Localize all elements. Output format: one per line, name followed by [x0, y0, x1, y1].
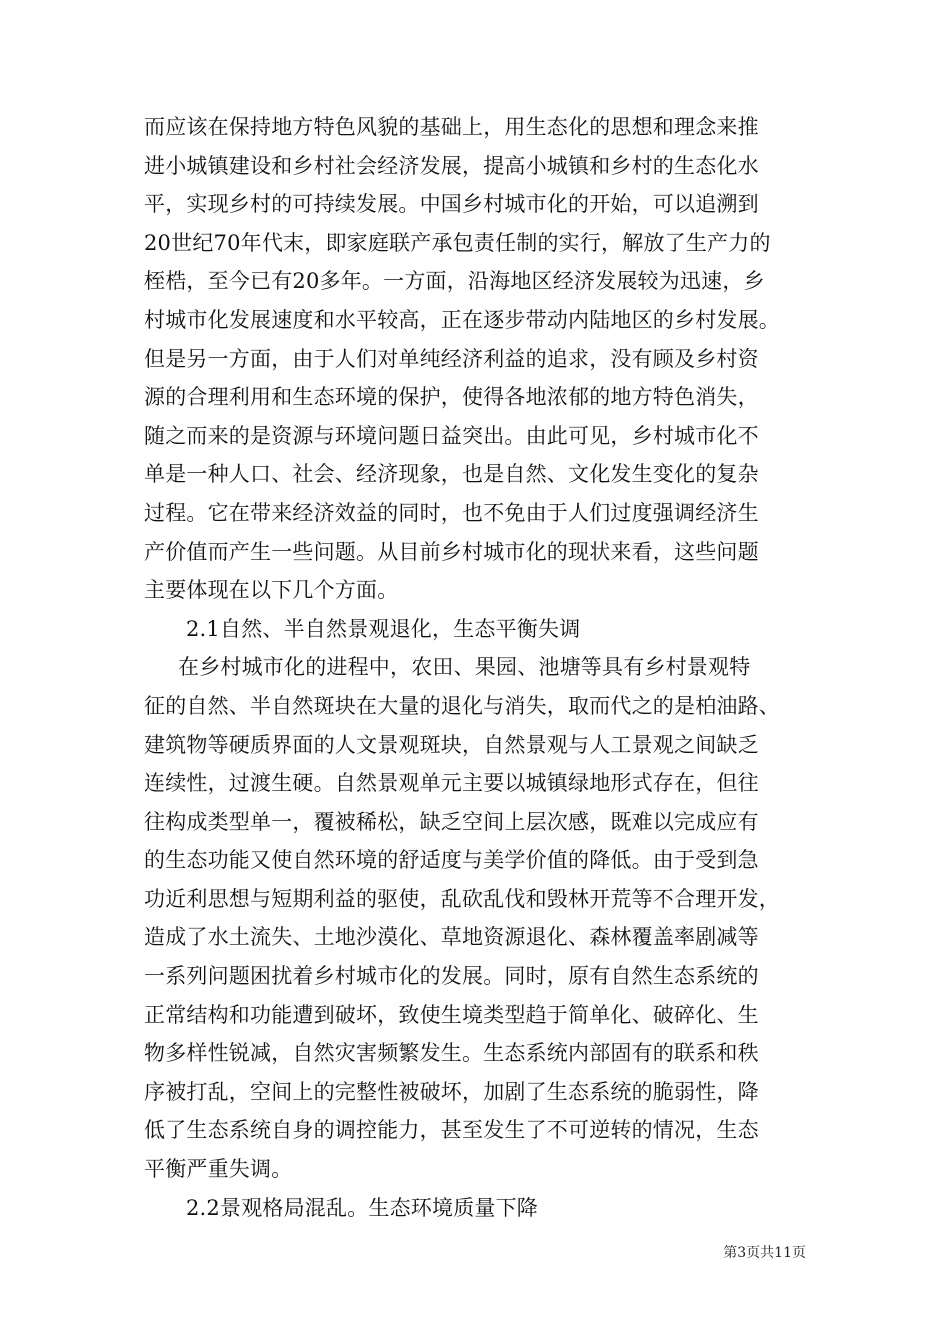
text-line: 但是另一方面，由于人们对单纯经济利益的追求，没有顾及乡村资 — [144, 346, 759, 371]
text-line: 连续性，过渡生硬。自然景观单元主要以城镇绿地形式存在，但往 — [144, 771, 759, 796]
text-line: 一系列问题困扰着乡村城市化的发展。同时，原有自然生态系统的 — [144, 964, 759, 989]
text-line: 在乡村城市化的进程中，农田、果园、池塘等具有乡村景观特 — [178, 655, 751, 680]
text-line: 单是一种人口、社会、经济现象，也是自然、文化发生变化的复杂 — [144, 462, 759, 487]
text-line: 平，实现乡村的可持续发展。中国乡村城市化的开始，可以追溯到 — [144, 192, 759, 217]
text-line: 20世纪70年代末，即家庭联产承包责任制的实行，解放了生产力的 — [144, 230, 771, 255]
text-line: 随之而来的是资源与环境问题日益突出。由此可见，乡村城市化不 — [144, 423, 759, 448]
text-line: 桎梏，至今已有20多年。一方面，沿海地区经济发展较为迅速，乡 — [144, 269, 765, 294]
text-line: 低了生态系统自身的调控能力，甚至发生了不可逆转的情况，生态 — [144, 1118, 759, 1143]
text-line: 源的合理利用和生态环境的保护，使得各地浓郁的地方特色消失， — [144, 385, 759, 410]
section-heading-2-2: 2.2景观格局混乱。生态环境质量下降 — [186, 1195, 538, 1220]
text-line: 的生态功能又使自然环境的舒适度与美学价值的降低。由于受到急 — [144, 848, 759, 873]
text-line: 功近利思想与短期利益的驱使，乱砍乱伐和毁林开荒等不合理开发， — [144, 886, 780, 911]
page-number-footer: 第3页共11页 — [723, 1245, 806, 1261]
text-line: 产价值而产生一些问题。从目前乡村城市化的现状来看，这些问题 — [144, 539, 759, 564]
text-line: 往构成类型单一，覆被稀松，缺乏空间上层次感，既难以完成应有 — [144, 809, 759, 834]
text-line: 征的自然、半自然斑块在大量的退化与消失，取而代之的是柏油路、 — [144, 693, 780, 718]
text-line: 村城市化发展速度和水平较高，正在逐步带动内陆地区的乡村发展。 — [144, 307, 780, 332]
text-line: 正常结构和功能遭到破坏，致使生境类型趋于简单化、破碎化、生 — [144, 1002, 759, 1027]
text-line: 建筑物等硬质界面的人文景观斑块，自然景观与人工景观之间缺乏 — [144, 732, 759, 757]
text-line: 造成了水土流失、土地沙漠化、草地资源退化、森林覆盖率剧减等 — [144, 925, 759, 950]
text-line: 序被打乱，空间上的完整性被破坏，加剧了生态系统的脆弱性，降 — [144, 1079, 759, 1104]
text-line: 过程。它在带来经济效益的同时，也不免由于人们过度强调经济生 — [144, 500, 759, 525]
text-line: 物多样性锐减，自然灾害频繁发生。生态系统内部固有的联系和秩 — [144, 1041, 759, 1066]
text-line: 进小城镇建设和乡村社会经济发展，提高小城镇和乡村的生态化水 — [144, 153, 759, 178]
text-line: 而应该在保持地方特色风貌的基础上，用生态化的思想和理念来推 — [144, 115, 759, 139]
document-body — [144, 108, 844, 1227]
text-line: 平衡严重失调。 — [144, 1157, 293, 1182]
section-heading-2-1: 2.1自然、半自然景观退化，生态平衡失调 — [186, 616, 581, 641]
text-line: 主要体现在以下几个方面。 — [144, 578, 399, 603]
